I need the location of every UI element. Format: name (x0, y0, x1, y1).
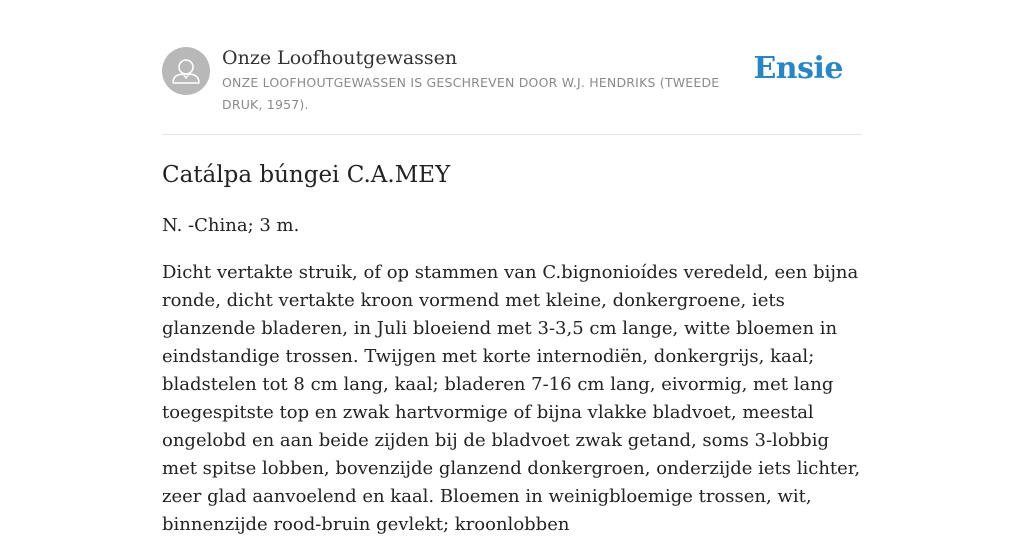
source-description: ONZE LOOFHOUTGEWASSEN IS GESCHREVEN DOOR W.J. HENDRIKS (TWEEDE DRUK, 1957). (222, 75, 720, 112)
source-title[interactable]: Onze Loofhoutgewassen (222, 47, 458, 69)
source-header (162, 47, 862, 135)
article-body: Dicht vertakte struik, of op stammen van C.bignonioídes veredeld, een bijna ronde, dicht vertakte kroon vormend met kleine, donkergroene, iets glanzende bladeren, in Juli bloeiend met 3-3,5 cm lange, witte bloemen in eindstandige trossen. Twijgen met korte internodiën, donkergrijs, kaal; bladstelen tot 8 cm lang, kaal; bladeren 7-16 cm lang, eivormig, met lang toegespitste top en zwak hartvormige of bijna vlakke bladvoet, meestal ongelobd en aan beide zijden bij de bladvoet zwak getand, soms 3-lobbig met spitse lobben, bovenzijde glanzend donkergroen, onderzijde iets lichter, zeer glad aanvoelend en kaal. Bloemen in weinigbloemige trossen, wit, binnenzijde rood-bruin gevlekt; kroonlobben (162, 262, 861, 535)
user-icon (162, 47, 210, 95)
ensie-logo[interactable]: Ensie (753, 51, 843, 86)
article-origin: N. -China; 3 m. (162, 215, 300, 236)
article-title: Catálpa búngei C.A.MEY (162, 162, 451, 188)
source-avatar[interactable] (162, 47, 210, 95)
article (162, 158, 862, 539)
